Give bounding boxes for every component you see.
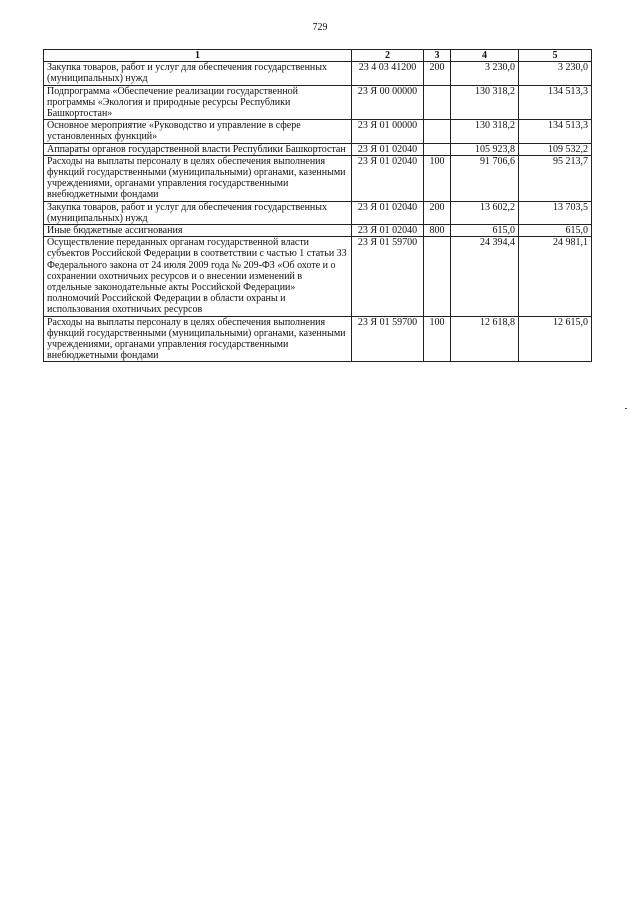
row-name: Основное мероприятие «Руководство и управление в сфере установленных функций» [44, 120, 352, 143]
row-amount-year-2: 3 230,0 [519, 62, 592, 85]
row-amount-year-2: 12 615,0 [519, 316, 592, 362]
column-header-year-1: 4 [451, 50, 519, 62]
row-expense-kind: 200 [424, 201, 451, 224]
table-row [44, 201, 592, 224]
row-name: Аппараты органов государственной власти Республики Башкортостан [44, 143, 352, 155]
row-amount-year-1: 615,0 [451, 225, 519, 237]
row-amount-year-2: 13 703,5 [519, 201, 592, 224]
table-row [44, 237, 592, 316]
table-row [44, 316, 592, 362]
row-expense-kind: 200 [424, 62, 451, 85]
row-expense-kind: 100 [424, 316, 451, 362]
row-expense-kind [424, 143, 451, 155]
row-code: 23 4 03 41200 [352, 62, 424, 85]
row-name: Иные бюджетные ассигнования [44, 225, 352, 237]
row-amount-year-1: 91 706,6 [451, 155, 519, 201]
row-amount-year-2: 24 981,1 [519, 237, 592, 316]
row-amount-year-1: 13 602,2 [451, 201, 519, 224]
row-name: Расходы на выплаты персоналу в целях обеспечения выполнения функций государственными (муниципальными) органами, казенными учреждениями, органами управления государственными внебюджетными фондами [44, 155, 352, 201]
row-code: 23 Я 01 59700 [352, 237, 424, 316]
row-expense-kind [424, 85, 451, 120]
row-amount-year-2: 134 513,3 [519, 120, 592, 143]
row-code: 23 Я 00 00000 [352, 85, 424, 120]
row-amount-year-1: 12 618,8 [451, 316, 519, 362]
column-header-year-2: 5 [519, 50, 592, 62]
scan-mark [625, 408, 627, 409]
table-row [44, 85, 592, 120]
row-name: Закупка товаров, работ и услуг для обеспечения государственных (муниципальных) нужд [44, 201, 352, 224]
row-code: 23 Я 01 59700 [352, 316, 424, 362]
row-expense-kind: 800 [424, 225, 451, 237]
row-code: 23 Я 01 02040 [352, 155, 424, 201]
row-name: Осуществление переданных органам государственной власти субъектов Российской Федерации в соответствии с частью 1 статьи 33 Федерального закона от 24 июля 2009 года № 209-ФЗ «Об охоте и о сохранении охотничьих ресурсов и о внесении изменений в отдельные законодательные акты Российской Федерации» полномочий Российской Федерации в области охраны и использования охотничьих ресурсов [44, 237, 352, 316]
column-header-code: 2 [352, 50, 424, 62]
column-header-kind: 3 [424, 50, 451, 62]
row-expense-kind: 100 [424, 155, 451, 201]
row-code: 23 Я 01 02040 [352, 201, 424, 224]
table-row [44, 62, 592, 85]
budget-table [43, 49, 592, 362]
table-row [44, 120, 592, 143]
row-amount-year-2: 95 213,7 [519, 155, 592, 201]
row-amount-year-2: 615,0 [519, 225, 592, 237]
row-name: Расходы на выплаты персоналу в целях обеспечения выполнения функций государственными (муниципальными) органами, казенными учреждениями, органами управления государственными внебюджетными фондами [44, 316, 352, 362]
row-code: 23 Я 01 00000 [352, 120, 424, 143]
table-header-row [44, 50, 592, 62]
row-code: 23 Я 01 02040 [352, 225, 424, 237]
row-amount-year-2: 109 532,2 [519, 143, 592, 155]
row-amount-year-1: 105 923,8 [451, 143, 519, 155]
row-code: 23 Я 01 02040 [352, 143, 424, 155]
table-row [44, 225, 592, 237]
page-number: 729 [312, 22, 328, 33]
column-header-name: 1 [44, 50, 352, 62]
row-amount-year-2: 134 513,3 [519, 85, 592, 120]
row-name: Закупка товаров, работ и услуг для обеспечения государственных (муниципальных) нужд [44, 62, 352, 85]
row-amount-year-1: 130 318,2 [451, 85, 519, 120]
row-name: Подпрограмма «Обеспечение реализации государственной программы «Экология и природные ресурсы Республики Башкортостан» [44, 85, 352, 120]
row-amount-year-1: 24 394,4 [451, 237, 519, 316]
table-row [44, 143, 592, 155]
row-expense-kind [424, 120, 451, 143]
row-amount-year-1: 3 230,0 [451, 62, 519, 85]
table-row [44, 155, 592, 201]
row-amount-year-1: 130 318,2 [451, 120, 519, 143]
row-expense-kind [424, 237, 451, 316]
